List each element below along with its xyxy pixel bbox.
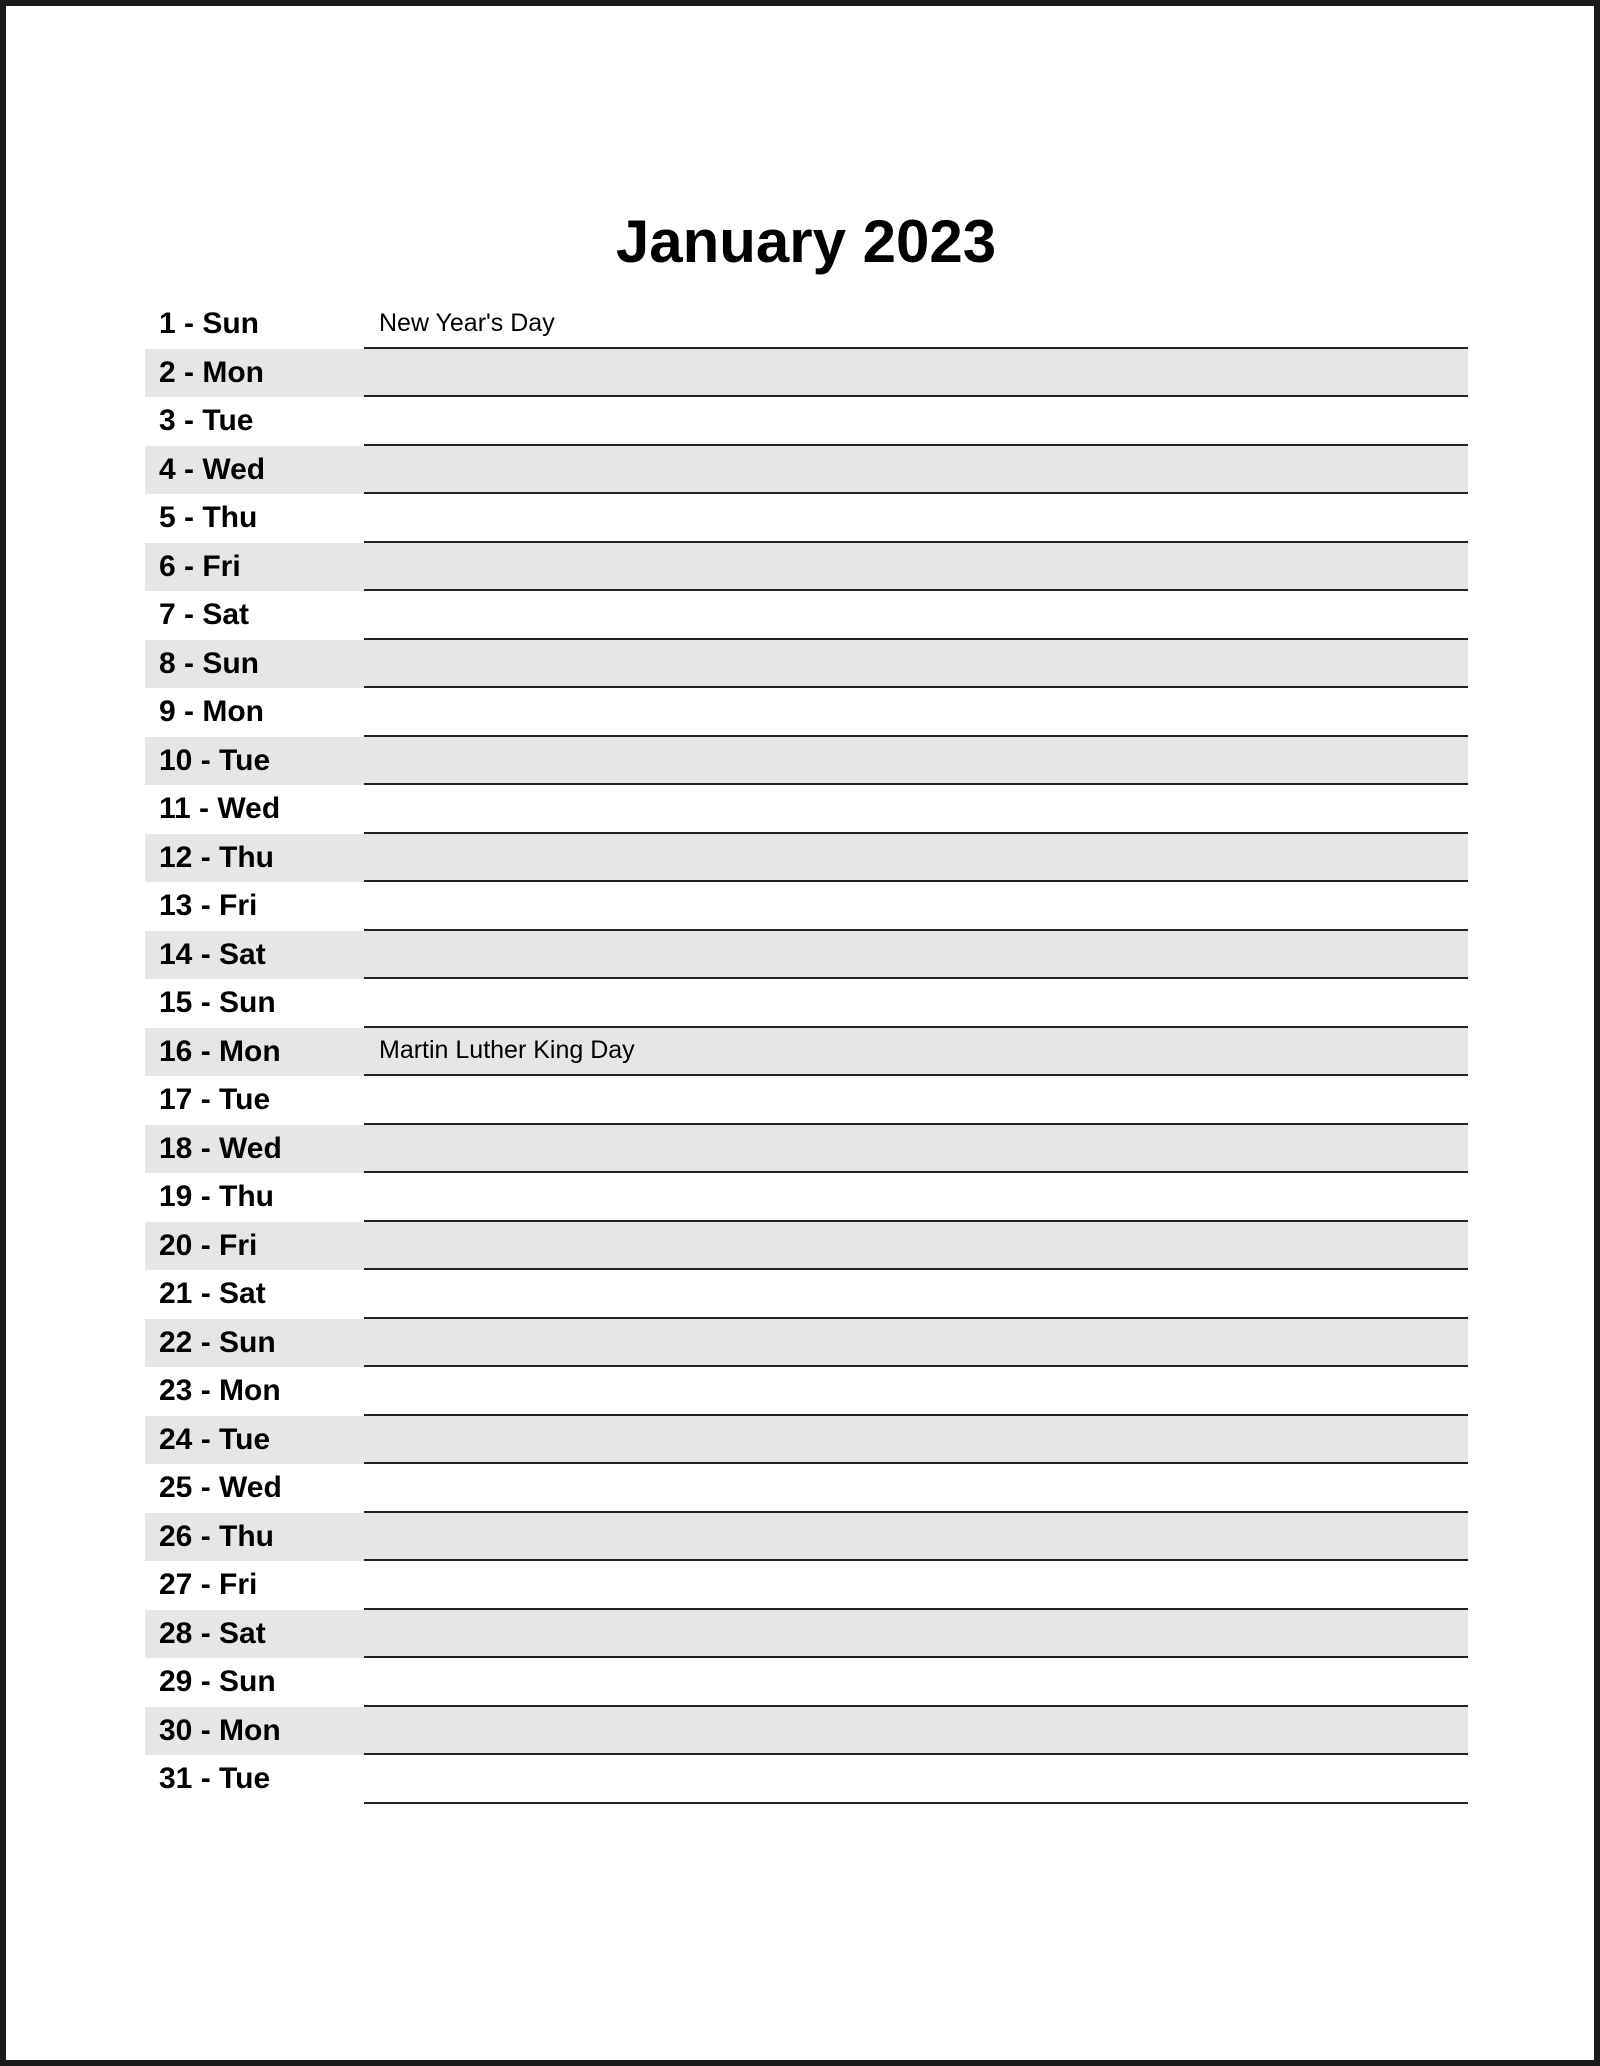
day-row <box>145 979 1468 1028</box>
day-row <box>145 494 1468 543</box>
day-row <box>145 785 1468 834</box>
day-label: 10 - Tue <box>145 737 364 786</box>
day-label: 5 - Thu <box>159 501 258 535</box>
day-row <box>145 834 1468 883</box>
day-label: 29 - Sun <box>159 1665 276 1699</box>
day-label: 3 - Tue <box>159 404 254 438</box>
day-row <box>145 1755 1468 1804</box>
day-label: 2 - Mon <box>145 349 364 398</box>
day-label: 9 - Mon <box>159 695 264 729</box>
day-label: 14 - Sat <box>145 931 364 980</box>
day-label: 15 - Sun <box>159 986 276 1020</box>
day-row <box>145 1707 1468 1756</box>
day-row <box>145 737 1468 786</box>
day-note-line[interactable] <box>364 979 1468 1028</box>
day-note-line[interactable] <box>364 1367 1468 1416</box>
day-row <box>145 349 1468 398</box>
day-label: 8 - Sun <box>145 640 364 689</box>
day-note-line[interactable] <box>364 1513 1468 1562</box>
day-note-line[interactable] <box>364 1125 1468 1174</box>
day-label: 17 - Tue <box>159 1083 271 1117</box>
day-note-line[interactable] <box>364 688 1468 737</box>
day-note-line[interactable] <box>364 1707 1468 1756</box>
day-note-line[interactable] <box>364 397 1468 446</box>
day-row <box>145 1125 1468 1174</box>
day-row <box>145 1270 1468 1319</box>
day-row <box>145 1610 1468 1659</box>
day-note-line[interactable] <box>364 543 1468 592</box>
day-label: 23 - Mon <box>159 1374 281 1408</box>
day-label: 12 - Thu <box>145 834 364 883</box>
day-note-line[interactable]: New Year's Day <box>364 300 1468 349</box>
day-row <box>145 300 1468 349</box>
day-note-line[interactable] <box>364 1610 1468 1659</box>
day-label: 22 - Sun <box>145 1319 364 1368</box>
day-note-line[interactable] <box>364 1173 1468 1222</box>
day-label: 11 - Wed <box>159 792 281 826</box>
day-label: 13 - Fri <box>159 889 258 923</box>
day-label: 26 - Thu <box>145 1513 364 1562</box>
day-note-line[interactable] <box>364 640 1468 689</box>
day-label: 18 - Wed <box>145 1125 364 1174</box>
day-label: 31 - Tue <box>159 1762 271 1796</box>
day-row <box>145 1561 1468 1610</box>
day-note-line[interactable] <box>364 882 1468 931</box>
day-row <box>145 1367 1468 1416</box>
day-row <box>145 1319 1468 1368</box>
day-row <box>145 543 1468 592</box>
day-note-line[interactable] <box>364 446 1468 495</box>
day-label: 30 - Mon <box>145 1707 364 1756</box>
day-row <box>145 1513 1468 1562</box>
day-note-line[interactable] <box>364 737 1468 786</box>
day-note-line[interactable] <box>364 834 1468 883</box>
day-note-line[interactable] <box>364 785 1468 834</box>
day-note-line[interactable] <box>364 1270 1468 1319</box>
day-label: 21 - Sat <box>159 1277 266 1311</box>
page-title: January 2023 <box>615 208 997 275</box>
day-row <box>145 688 1468 737</box>
day-row <box>145 591 1468 640</box>
day-note-line[interactable] <box>364 591 1468 640</box>
day-row <box>145 1173 1468 1222</box>
day-label: 27 - Fri <box>159 1568 258 1602</box>
day-row <box>145 640 1468 689</box>
day-list <box>145 300 1468 1804</box>
day-note-line[interactable] <box>364 494 1468 543</box>
day-row <box>145 931 1468 980</box>
day-row <box>145 446 1468 495</box>
day-label: 7 - Sat <box>159 598 250 632</box>
day-label: 24 - Tue <box>145 1416 364 1465</box>
day-row <box>145 397 1468 446</box>
day-label: 28 - Sat <box>145 1610 364 1659</box>
day-label: 25 - Wed <box>159 1471 282 1505</box>
day-label: 6 - Fri <box>145 543 364 592</box>
day-label: 19 - Thu <box>159 1180 275 1214</box>
day-label: 1 - Sun <box>159 307 260 341</box>
day-label: 20 - Fri <box>145 1222 364 1271</box>
day-note-line[interactable] <box>364 1319 1468 1368</box>
day-note-line[interactable]: Martin Luther King Day <box>364 1028 1468 1077</box>
day-note-line[interactable] <box>364 1416 1468 1465</box>
day-row <box>145 1028 1468 1077</box>
day-row <box>145 1076 1468 1125</box>
day-note-line[interactable] <box>364 1222 1468 1271</box>
day-row <box>145 1658 1468 1707</box>
day-row <box>145 1416 1468 1465</box>
day-note-line[interactable] <box>364 1755 1468 1804</box>
day-note-line[interactable] <box>364 349 1468 398</box>
day-label: 4 - Wed <box>145 446 364 495</box>
day-note-line[interactable] <box>364 1561 1468 1610</box>
day-row <box>145 1222 1468 1271</box>
day-note-line[interactable] <box>364 1658 1468 1707</box>
day-note-line[interactable] <box>364 1076 1468 1125</box>
day-note-line[interactable] <box>364 931 1468 980</box>
day-note-line[interactable] <box>364 1464 1468 1513</box>
day-row <box>145 1464 1468 1513</box>
day-row <box>145 882 1468 931</box>
day-label: 16 - Mon <box>145 1028 364 1077</box>
